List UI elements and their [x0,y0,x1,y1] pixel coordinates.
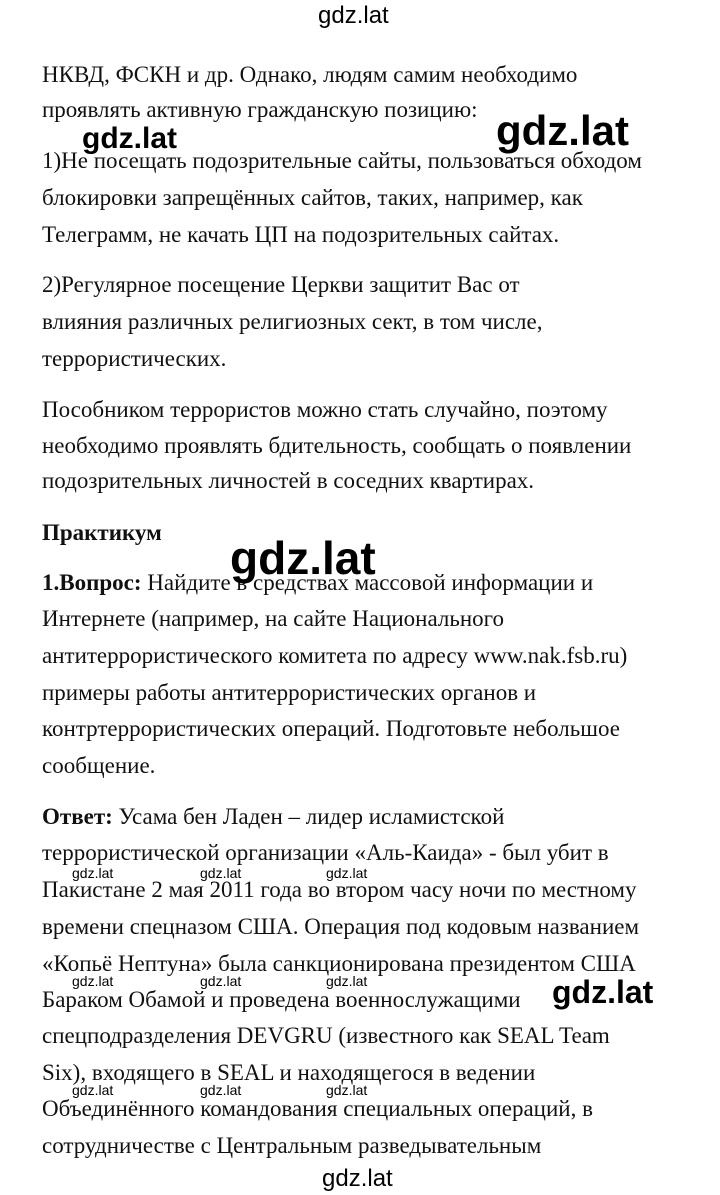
watermark-top: gdz.lat [318,2,389,29]
paragraph-2-line-2: блокировки запрещённых сайтов, таких, например, как [42,185,583,210]
question-line-2: Интернете (например, на сайте Национального [42,606,505,631]
answer-line-8: Six), входящего в SEAL и находящегося в ведении [42,1060,536,1085]
watermark-bottom: gdz.lat [322,1165,393,1192]
answer-line-4: времени спецназом США. Операция под кодовым названием [42,914,640,939]
watermark-small-2: gdz.lat [200,865,242,881]
answer-line-2: террористической организации «Аль-Каида» - был убит в [42,840,609,865]
watermark-small-3: gdz.lat [326,865,368,881]
answer-first-line-text: Усама бен Ладен – лидер исламистской [112,804,505,829]
question-line-3: антитеррористического комитета по адресу www.nak.fsb.ru) [42,643,628,668]
answer-line-10: сотрудничестве с Центральным разведывательным [42,1133,542,1158]
watermark-right-middle: gdz.lat [552,974,654,1010]
paragraph-4-line-2: необходимо проявлять бдительность, сообщать о появлении [42,433,632,458]
watermark-small-1: gdz.lat [72,865,114,881]
question-line-6: сообщение. [42,753,156,778]
question-line-5: контртеррористических операций. Подготовьте небольшое [42,716,620,741]
question-first-line-text: Найдите в средствах массовой информации и [141,570,594,595]
watermark-large-top-right: gdz.lat [496,107,629,154]
watermark-small-6: gdz.lat [326,973,368,989]
watermark-left: gdz.lat [82,122,177,155]
question-line-4: примеры работы антитеррористических органов и [42,680,537,705]
question-label: 1.Вопрос: [42,570,142,595]
paragraph-3-line-2: влияния различных религиозных сект, в том числе, [42,309,543,334]
paragraph-1-line-2: проявлять активную гражданскую позицию: [42,97,478,122]
watermark-small-4: gdz.lat [72,973,114,989]
answer-line-3: Пакистане 2 мая 2011 года во втором часу ночи по местному [42,877,637,902]
watermark-small-5: gdz.lat [200,973,242,989]
paragraph-1-line-1: НКВД, ФСКН и др. Однако, людям самим необходимо [42,62,578,87]
answer-label: Ответ: [42,804,113,829]
answer-line-6: Бараком Обамой и проведена военнослужащими [42,987,521,1012]
section-heading: Практикум [42,520,162,545]
watermark-small-7: gdz.lat [72,1082,114,1098]
paragraph-2-line-1: 1)Не посещать подозрительные сайты, пользоваться обходом [42,148,642,173]
paragraph-4-line-3: подозрительных личностей в соседних квартирах. [42,468,535,493]
paragraph-4-line-1: Пособником террористов можно стать случайно, поэтому [42,397,608,422]
answer-line-1 [42,803,504,831]
answer-line-9: Объединённого командования специальных операций, в [42,1096,593,1121]
answer-line-5: «Копьё Нептуна» была санкционирована президентом США [42,951,636,976]
answer-line-7: спецподразделения DEVGRU (известного как SEAL Team [42,1023,610,1048]
paragraph-3-line-1: 2)Регулярное посещение Церкви защитит Вас от [42,272,520,297]
paragraph-2-line-3: Телеграмм, не качать ЦП на подозрительных сайтах. [42,222,560,247]
watermark-small-8: gdz.lat [200,1082,242,1098]
paragraph-3-line-3: террористических. [42,346,227,371]
watermark-small-9: gdz.lat [326,1082,368,1098]
watermark-large-center: gdz.lat [230,532,376,584]
